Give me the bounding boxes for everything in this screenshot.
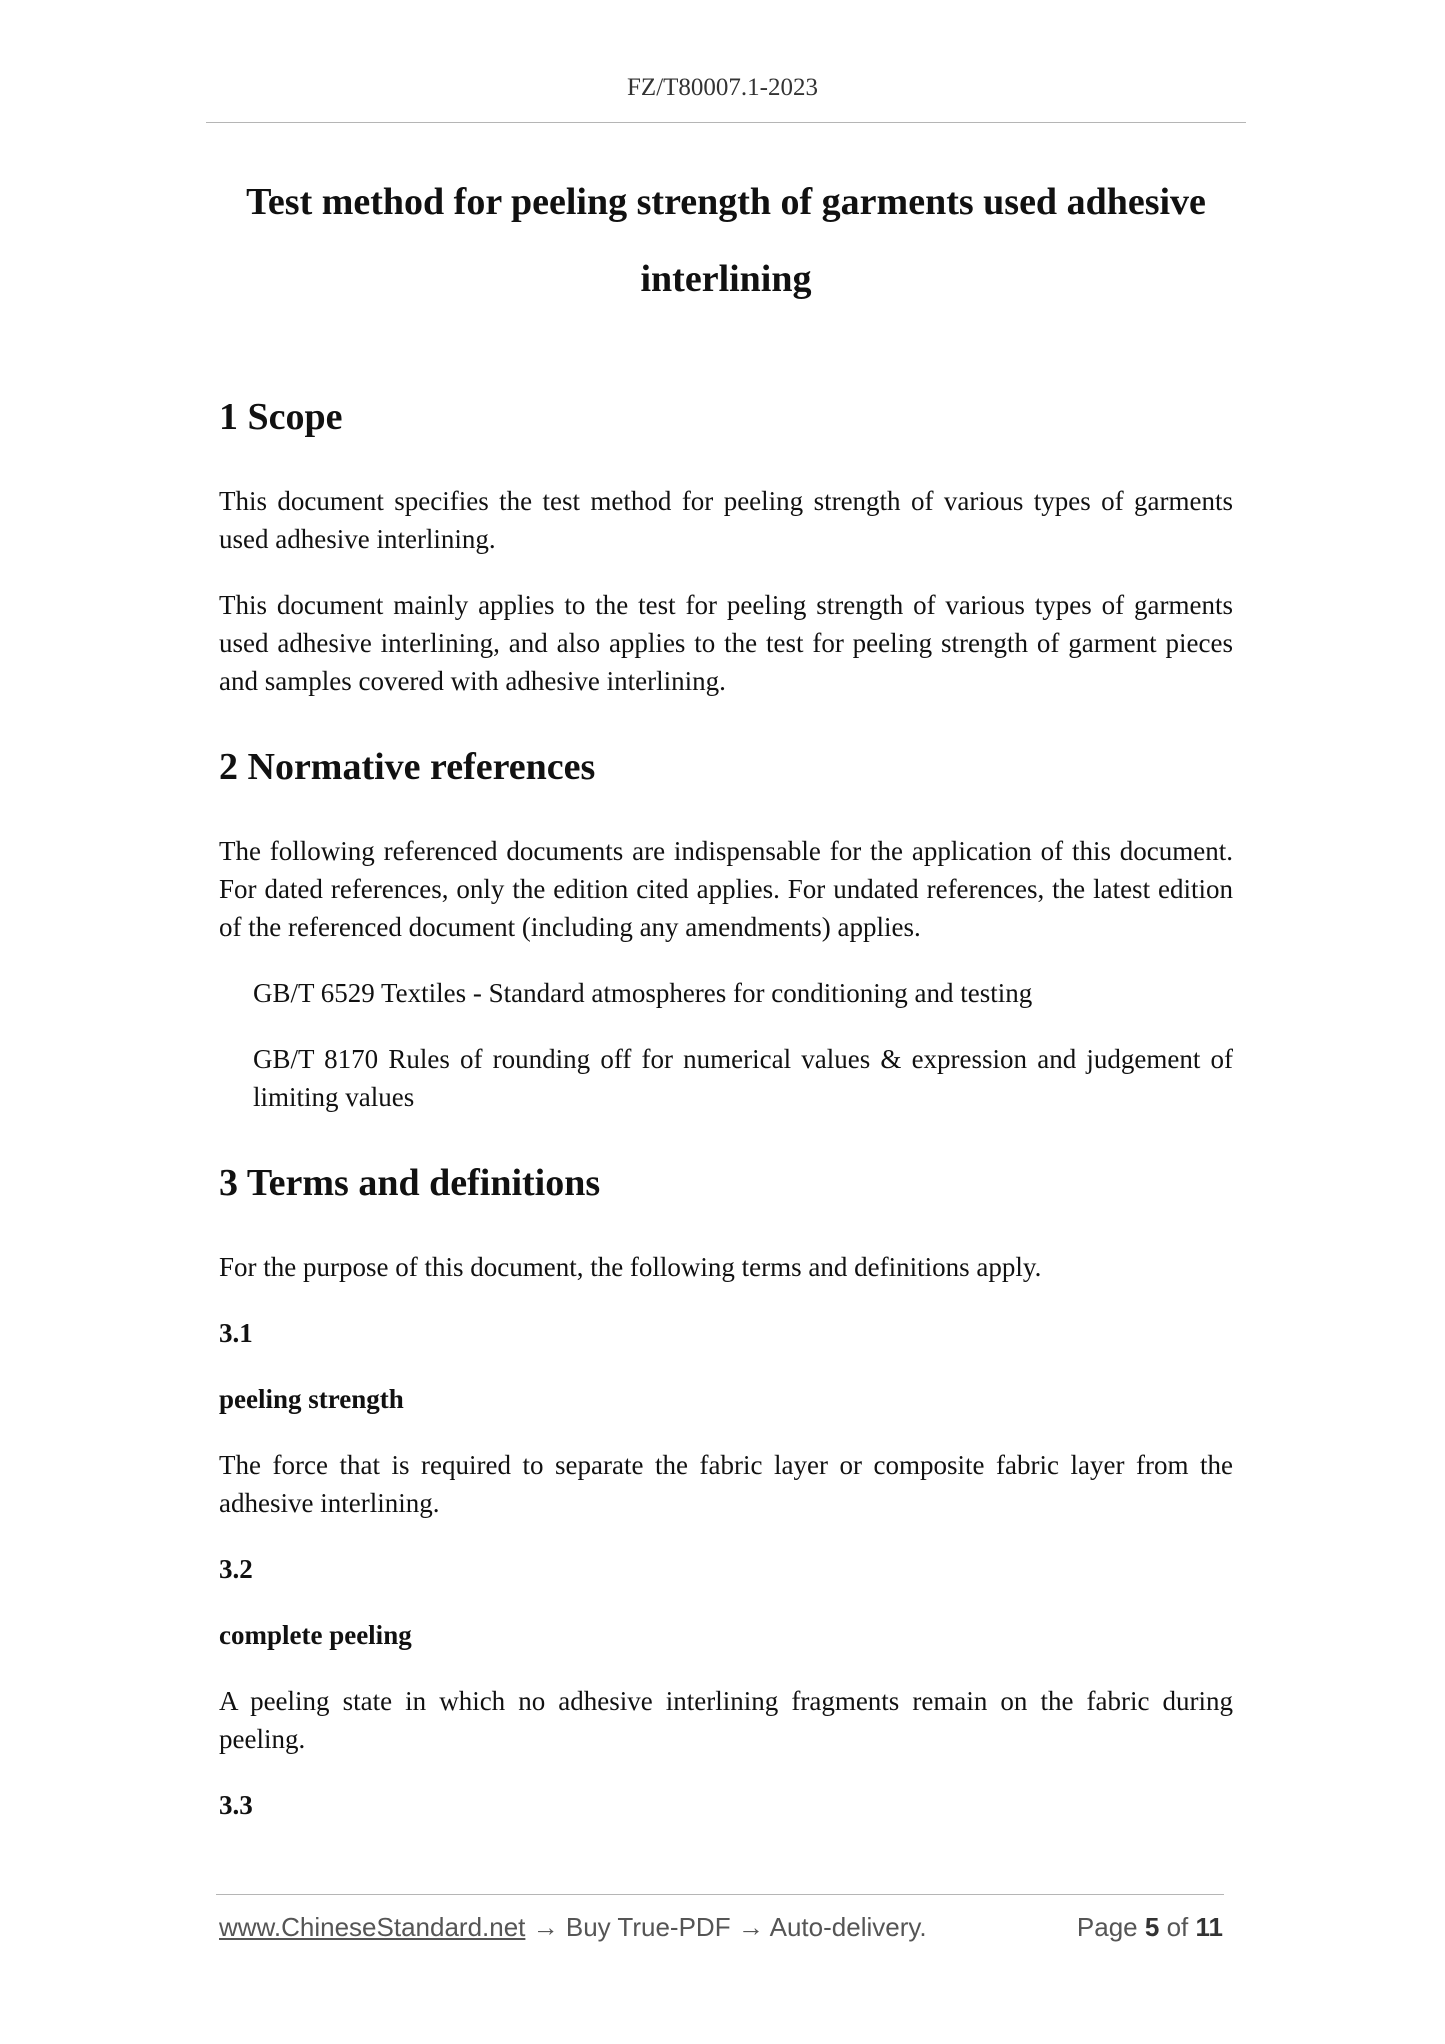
arrow-right-icon: →: [532, 1912, 559, 1942]
section-heading-normative-references: 2 Normative references: [219, 746, 596, 788]
document-code-header: FZ/T80007.1-2023: [627, 74, 818, 101]
document-body: [219, 392, 1233, 1852]
footer-divider: [216, 1894, 1224, 1895]
scope-paragraph-2: This document mainly applies to the test for peeling strength of various types of garments used adhesive interlining, and also applies to the test for peeling strength of garment pieces and samples covered with adhesive interlining.: [219, 590, 1233, 696]
arrow-right-icon: →: [737, 1912, 764, 1942]
page-label: Page: [1076, 1912, 1138, 1942]
section-heading-terms: 3 Terms and definitions: [219, 1162, 601, 1204]
footer-promo: [219, 1912, 927, 1943]
current-page-number: 5: [1144, 1912, 1160, 1942]
page-of-label: of: [1166, 1912, 1189, 1942]
term-number-3-3: 3.3: [219, 1790, 253, 1820]
scope-paragraph-1: This document specifies the test method for peeling strength of various types of garments used adhesive interlining.: [219, 486, 1233, 554]
buy-true-pdf-text: Buy True-PDF: [565, 1912, 731, 1942]
definition-peeling-strength: The force that is required to separate the fabric layer or composite fabric layer from the adhesive interlining.: [219, 1450, 1233, 1518]
document-title: [206, 164, 1246, 318]
auto-delivery-text: Auto-delivery.: [769, 1912, 927, 1942]
section-heading-scope: 1 Scope: [219, 396, 343, 438]
terms-intro: For the purpose of this document, the following terms and definitions apply.: [219, 1252, 1042, 1282]
term-peeling-strength: peeling strength: [219, 1384, 404, 1414]
definition-complete-peeling: A peeling state in which no adhesive interlining fragments remain on the fabric during peeling.: [219, 1686, 1233, 1754]
title-line-2: interlining: [640, 258, 812, 300]
title-line-1: Test method for peeling strength of garments used adhesive: [246, 181, 1206, 223]
header-divider: [206, 122, 1246, 123]
reference-gbt-6529: GB/T 6529 Textiles - Standard atmospheres for conditioning and testing: [253, 978, 1033, 1008]
normative-paragraph: The following referenced documents are indispensable for the application of this document. For dated references, only the edition cited applies. For undated references, the latest edition of the referenced document (including any amendments) applies.: [219, 836, 1233, 942]
term-complete-peeling: complete peeling: [219, 1620, 412, 1650]
page-indicator: [1077, 1912, 1223, 1943]
chinesestandard-link[interactable]: www.ChineseStandard.net: [219, 1912, 526, 1942]
term-number-3-1: 3.1: [219, 1318, 253, 1348]
total-page-count: 11: [1195, 1912, 1223, 1942]
term-number-3-2: 3.2: [219, 1554, 253, 1584]
reference-gbt-8170: GB/T 8170 Rules of rounding off for numerical values & expression and judgement of limiting values: [253, 1044, 1233, 1112]
